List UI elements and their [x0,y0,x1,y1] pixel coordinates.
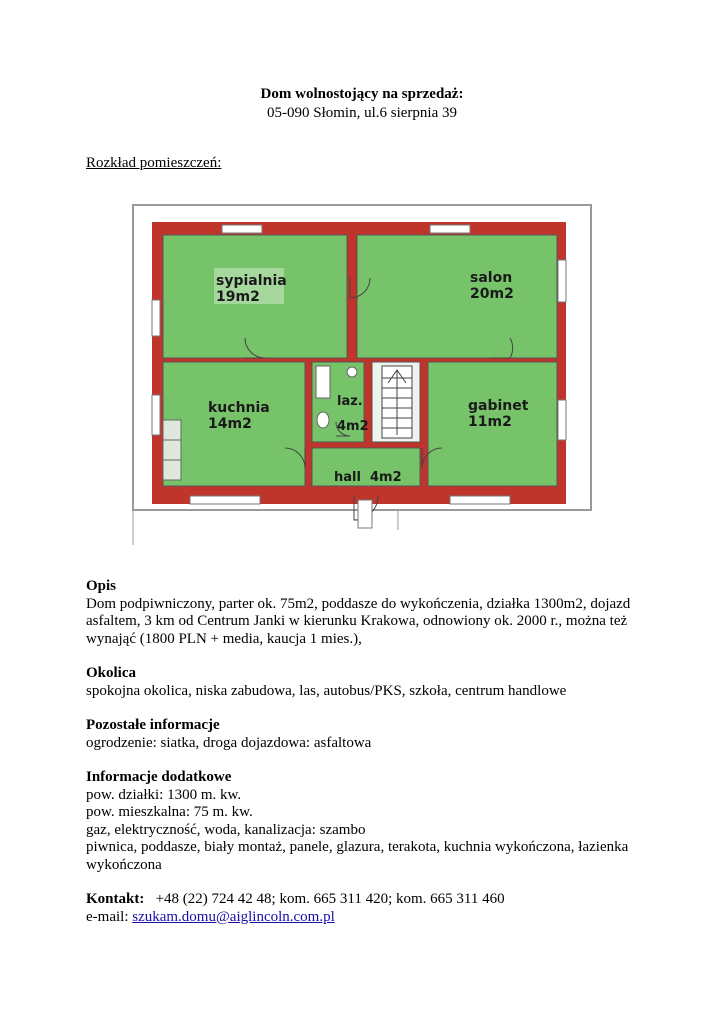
floor-plan [130,200,600,545]
section-text-okolica: spokojna okolica, niska zabudowa, las, autobus/PKS, szkoła, centrum handlowe [86,682,567,699]
section-heading-opis: Opis [86,578,117,594]
section-pozostale [86,717,646,752]
section-text-pozostale: ogrodzenie: siatka, droga dojazdowa: asfaltowa [86,734,372,751]
room-area-laz: 4m2 [337,419,369,434]
listing-details [86,578,646,926]
room-area-salon: 20m2 [470,286,514,302]
listing-title: Dom wolnostojący na sprzedaż: [260,86,464,102]
room-label-sypialnia: sypialnia [216,273,287,289]
section-text-opis: Dom podpiwniczony, parter ok. 75m2, poddasze do wykończenia, działka 1300m2, dojazd asfaltem, 3 km od Centrum Janki w kierunku Krakowa, odnowiony ok. 2000 r., można też wynająć (1800 PLN + media, kaucja 1 mies.), [86,595,631,647]
section-opis [86,578,646,648]
contact-phones-line [86,891,646,909]
room-label-gabinet: gabinet [468,398,529,414]
room-hall [312,448,420,486]
room-area-hall: 4m2 [370,470,402,485]
room-area-sypialnia: 19m2 [216,289,260,305]
section-heading-dodatkowe: Informacje dodatkowe [86,769,232,785]
room-label-hall: hall [334,470,361,485]
section-heading-okolica: Okolica [86,665,137,681]
contact-email-line [86,909,646,927]
info-line: piwnica, poddasze, biały montaż, panele, glazura, terakota, kuchnia wykończona, łazienka wykończona [86,839,629,873]
room-label-laz: laz. [337,394,363,409]
info-line: gaz, elektryczność, woda, kanalizacja: szambo [86,821,366,838]
contact-label: Kontakt: [86,891,145,907]
info-line: pow. mieszkalna: 75 m. kw. [86,804,253,820]
section-heading-pozostale: Pozostałe informacje [86,717,220,733]
room-salon [357,235,557,358]
email-link[interactable]: szukam.domu@aiglincoln.com.pl [132,908,335,925]
room-label-salon: salon [470,270,513,286]
document-header [0,85,724,123]
info-line: pow. działki: 1300 m. kw. [86,786,242,803]
room-area-gabinet: 11m2 [468,414,512,430]
listing-address: 05-090 Słomin, ul.6 sierpnia 39 [267,105,457,121]
section-dodatkowe [86,769,646,874]
rooms-layout-label: Rozkład pomieszczeń: [86,155,222,171]
room-area-kuchnia: 14m2 [208,416,252,432]
kitchen-counter [163,420,181,480]
contact-phones: +48 (22) 724 42 48; kom. 665 311 420; kom. 665 311 460 [155,891,505,907]
section-okolica [86,665,646,700]
stairs [382,366,412,438]
contact-block [86,891,646,926]
room-label-kuchnia: kuchnia [208,400,270,416]
email-label: e-mail: [86,908,129,925]
